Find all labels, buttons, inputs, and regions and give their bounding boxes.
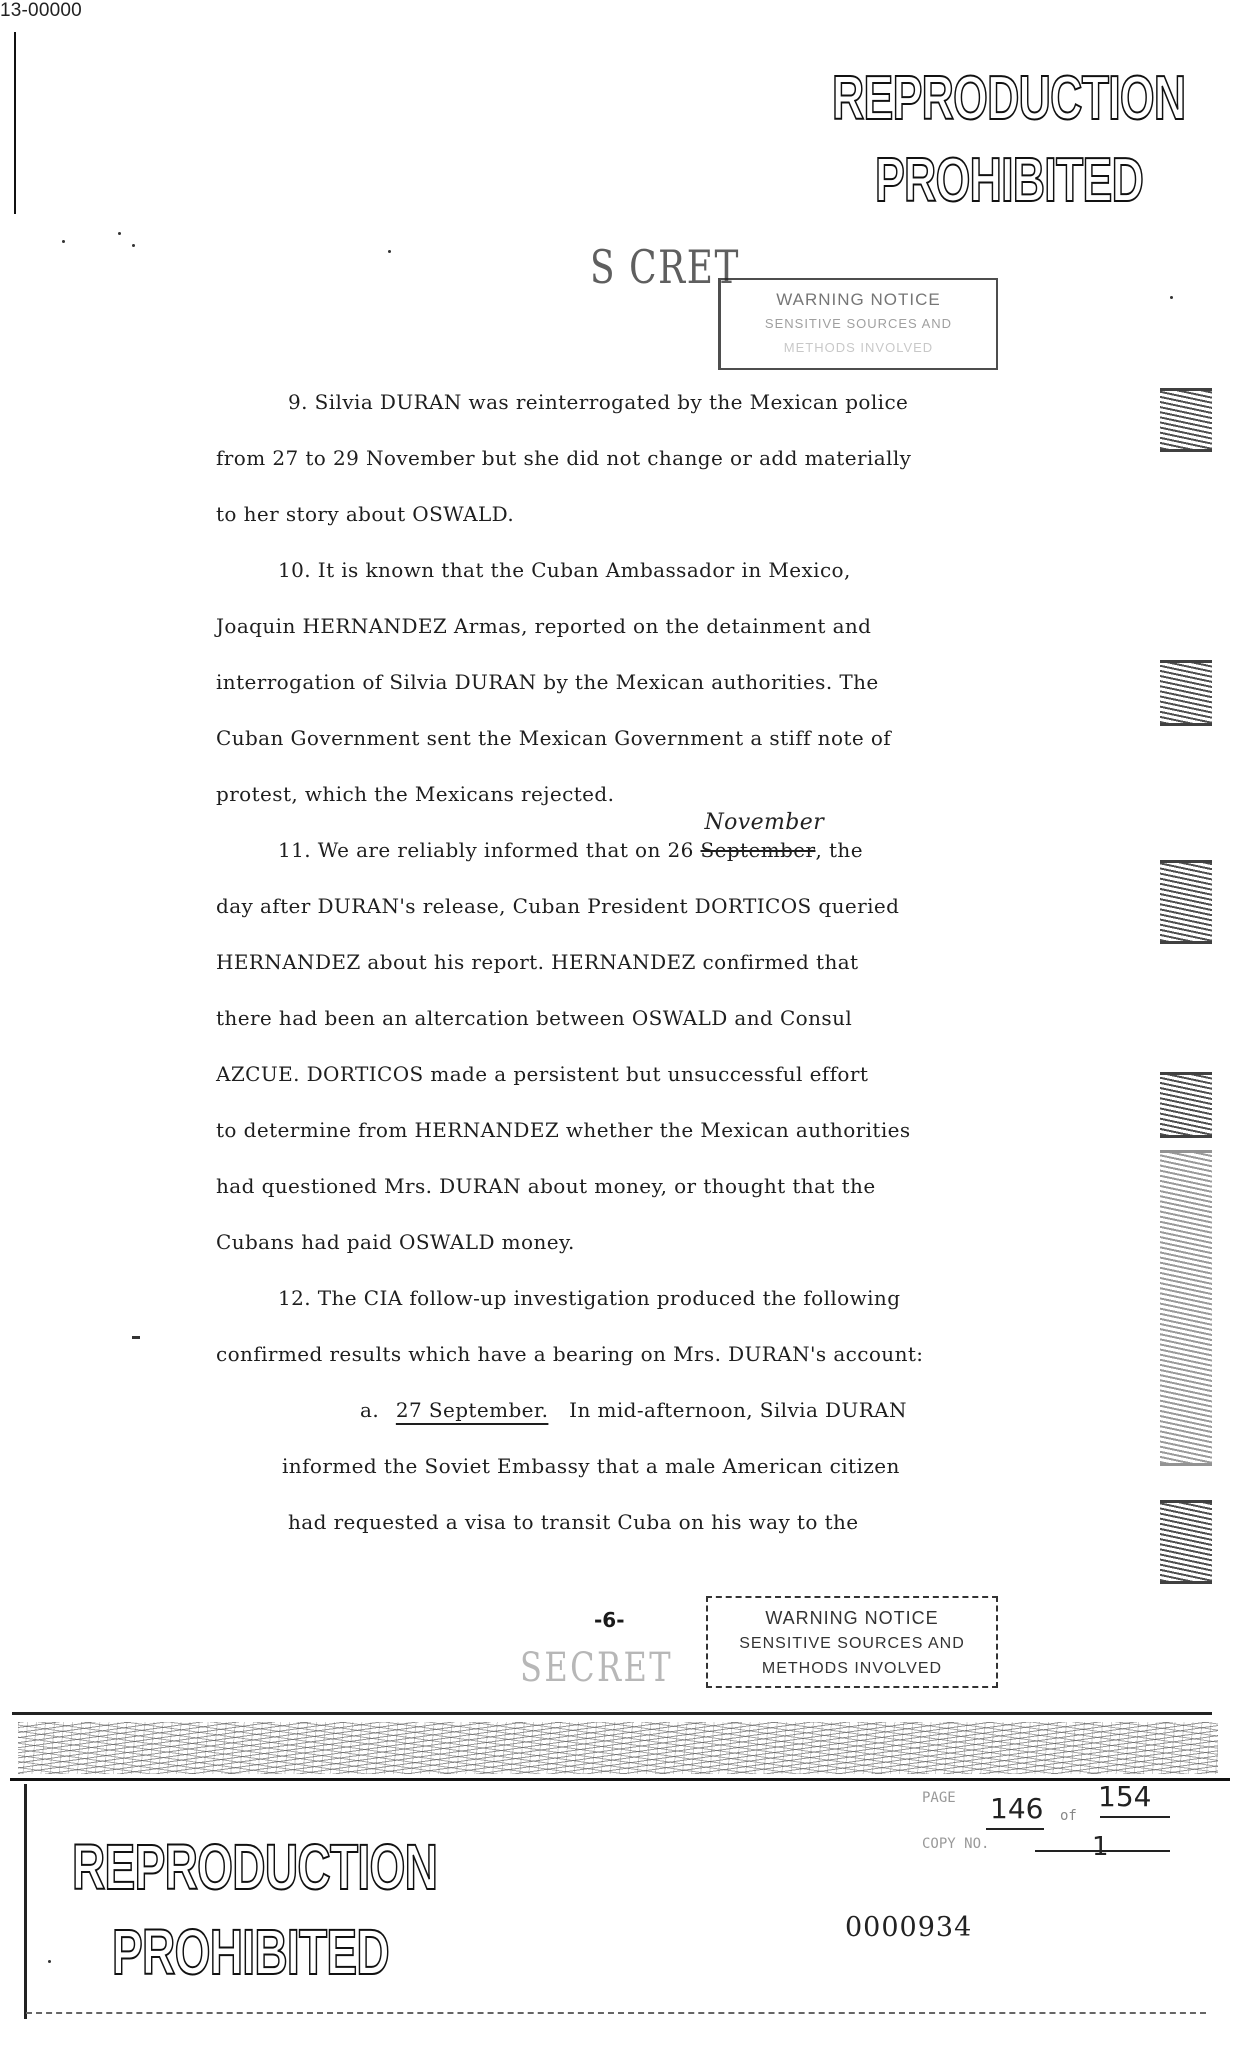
- page-label: PAGE: [922, 1790, 956, 1806]
- scan-speck: [62, 240, 65, 243]
- warning-notice-line: SENSITIVE SOURCES AND: [764, 316, 953, 331]
- page-total-underline: [1100, 1816, 1170, 1818]
- paragraph-10-line: interrogation of Silvia DURAN by the Mexican authorities. The: [216, 670, 879, 694]
- warning-notice-stamp-bottom: [706, 1596, 998, 1688]
- scan-speck: [118, 232, 121, 235]
- paragraph-12-line: confirmed results which have a bearing on Mrs. DURAN's account:: [216, 1342, 924, 1366]
- struck-word: September: [700, 838, 816, 862]
- paragraph-11-line: AZCUE. DORTICOS made a persistent but unsuccessful effort: [216, 1062, 869, 1086]
- scan-border-bottom: [10, 1778, 1230, 1781]
- paragraph-11-suffix: , the: [815, 838, 863, 862]
- paragraph-10-line: Joaquin HERNANDEZ Armas, reported on the detainment and: [216, 614, 872, 638]
- footer-dashed-rule: [26, 2012, 1206, 2014]
- paragraph-10-line: 10. It is known that the Cuban Ambassador in Mexico,: [278, 558, 851, 582]
- scan-speck: [132, 244, 135, 247]
- control-number: 0000934: [845, 1912, 973, 1943]
- redaction-mark: [1160, 1150, 1212, 1466]
- paragraph-12a-line1: [360, 1398, 907, 1422]
- paragraph-11-line: HERNANDEZ about his report. HERNANDEZ confirmed that: [216, 950, 859, 974]
- scan-speck: [1170, 296, 1173, 299]
- reproduction-stamp-bottom-line1: REPRODUCTION: [72, 1831, 438, 1903]
- document-id: 13-00000: [0, 0, 82, 21]
- paragraph-11-line: to determine from HERNANDEZ whether the Mexican authorities: [216, 1118, 911, 1142]
- subitem-label: a.: [360, 1398, 380, 1422]
- redaction-mark: [1160, 660, 1212, 726]
- page-total: 154: [1098, 1780, 1152, 1813]
- redaction-mark: [1160, 860, 1212, 944]
- redaction-mark: [1160, 388, 1212, 452]
- redaction-mark: [1160, 1072, 1212, 1138]
- warning-notice-line: WARNING NOTICE: [776, 290, 941, 309]
- paragraph-9-line: from 27 to 29 November but she did not change or add materially: [216, 446, 912, 470]
- paragraph-10-line: protest, which the Mexicans rejected.: [216, 782, 615, 806]
- paragraph-12a-line: informed the Soviet Embassy that a male American citizen: [282, 1454, 900, 1478]
- warning-notice-line: SENSITIVE SOURCES AND: [739, 1635, 965, 1652]
- paragraph-12a-line: had requested a visa to transit Cuba on his way to the: [288, 1510, 859, 1534]
- of-label: of: [1060, 1808, 1077, 1824]
- paragraph-11-line: Cubans had paid OSWALD money.: [216, 1230, 575, 1254]
- handwritten-correction: November: [704, 810, 825, 835]
- warning-notice-line: METHODS INVOLVED: [761, 1660, 943, 1677]
- copy-label: COPY NO.: [922, 1836, 990, 1852]
- scan-noise-band: [18, 1722, 1218, 1774]
- reproduction-stamp-top-line2: PROHIBITED: [875, 146, 1144, 215]
- reproduction-stamp-top-line1: REPRODUCTION: [832, 64, 1186, 133]
- subitem-text: In mid-afternoon, Silvia DURAN: [569, 1398, 907, 1422]
- secret-stamp-bottom: SECRET: [520, 1645, 673, 1691]
- paragraph-11-line: had questioned Mrs. DURAN about money, or thought that the: [216, 1174, 876, 1198]
- paragraph-9-line: 9. Silvia DURAN was reinterrogated by the Mexican police: [288, 390, 909, 414]
- secret-stamp-top: S CRET: [590, 240, 740, 294]
- page-number: -6-: [594, 1608, 625, 1632]
- paragraph-10-line: Cuban Government sent the Mexican Government a stiff note of: [216, 726, 892, 750]
- paragraph-11-line: there had been an altercation between OSWALD and Consul: [216, 1006, 853, 1030]
- paragraph-11-line1: [278, 810, 863, 862]
- redaction-mark: [1160, 1500, 1212, 1584]
- paragraph-12-line: 12. The CIA follow-up investigation produced the following: [278, 1286, 901, 1310]
- paragraph-11-prefix: 11. We are reliably informed that on 26: [278, 838, 701, 862]
- footer-left-rule: [24, 1784, 27, 2019]
- subitem-date: 27 September.: [395, 1398, 549, 1422]
- warning-notice-line: METHODS INVOLVED: [783, 340, 934, 355]
- paragraph-11-line: day after DURAN's release, Cuban President DORTICOS queried: [216, 894, 900, 918]
- paragraph-9-line: to her story about OSWALD.: [216, 502, 515, 526]
- reproduction-stamp-bottom-line2: PROHIBITED: [112, 1916, 389, 1988]
- page-value-underline: [986, 1828, 1044, 1830]
- scan-speck: [132, 1336, 140, 1339]
- warning-notice-line: WARNING NOTICE: [765, 1608, 939, 1628]
- scan-speck: [388, 250, 391, 253]
- copy-value: 1: [1092, 1832, 1109, 1862]
- page-value: 146: [990, 1792, 1044, 1825]
- scan-border-top: [12, 1712, 1212, 1715]
- scan-speck: [48, 1960, 51, 1963]
